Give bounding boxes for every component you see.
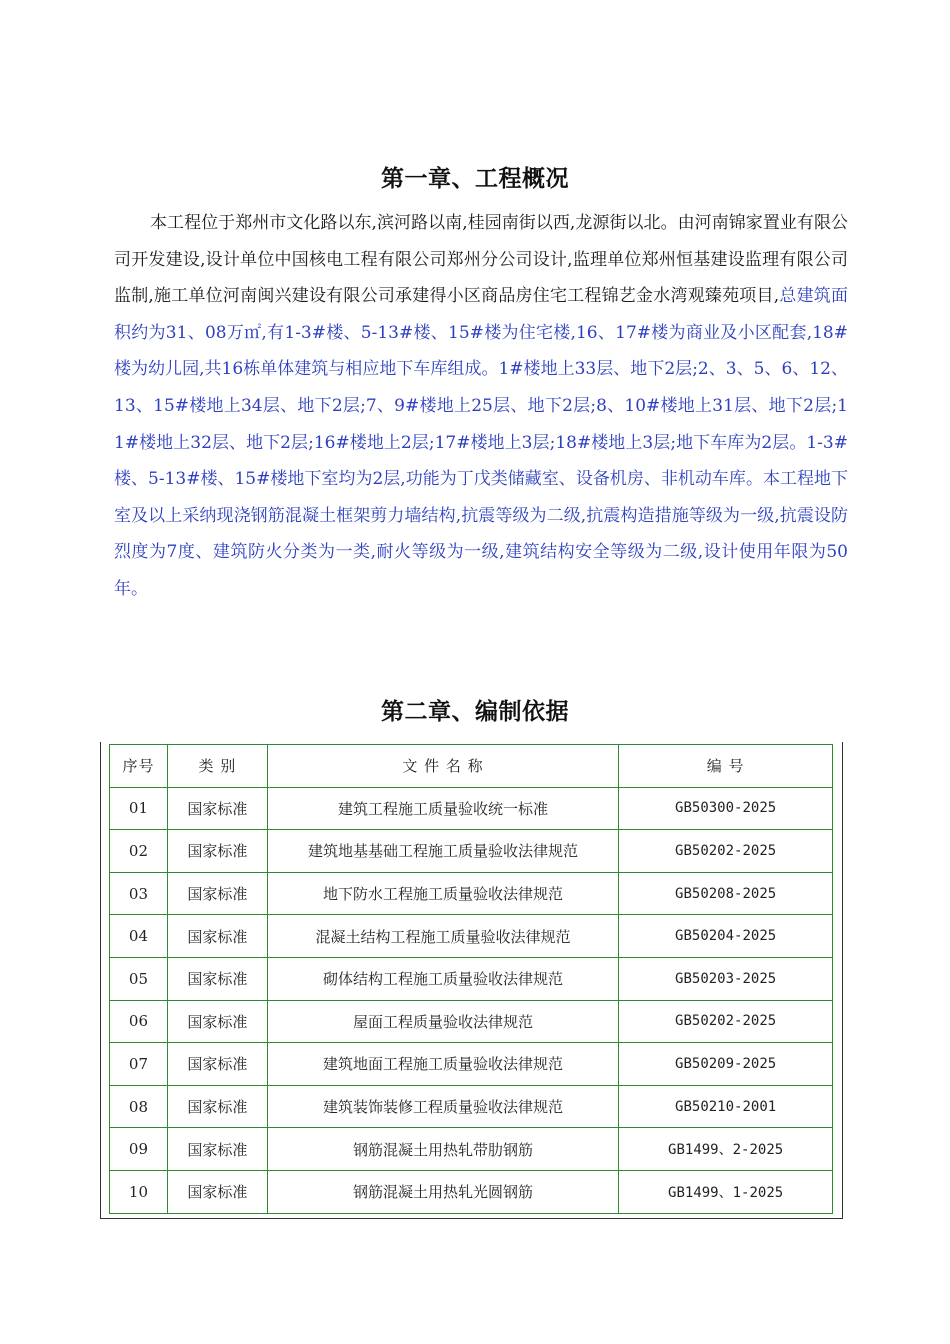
cell-document-name: 建筑地基基础工程施工质量验收法律规范 (267, 830, 618, 873)
cell-document-name: 地下防水工程施工质量验收法律规范 (267, 872, 618, 915)
overview-highlighted-text: 总建筑面积约为31、08万㎡,有1-3#楼、5-13#楼、15#楼为住宅楼,16、17#楼为商业及小区配套,18#楼为幼儿园,共16栋单体建筑与相应地下车库组成。1#楼地上33层、地下2层;2、3、5、6、12、13、15#楼地上34层、地下2层;7、9#楼地上25层、地下2层;8、10#楼地上31层、地下2层;11#楼地上32层、地下2层;16#楼地上2层;17#楼地上3层;18#楼地上3层;地下车库为2层。1-3#楼、5-13#楼、15#楼地下室均为2层,功能为丁戊类储藏室、设备机房、非机动车库。本工程地下室及以上采纳现浇钢筋混凝土框架剪力墙结构,抗震等级为二级,抗震构造措施等级为一级,抗震设防烈度为7度、建筑防火分类为一类,耐火等级为一级,建筑结构安全等级为二级,设计使用年限为50年。 (114, 286, 848, 599)
cell-code: GB50300-2025 (619, 787, 833, 830)
cell-seq: 08 (110, 1085, 168, 1128)
cell-document-name: 建筑装饰装修工程质量验收法律规范 (267, 1085, 618, 1128)
cell-category: 国家标准 (167, 872, 267, 915)
table-row (110, 1170, 833, 1213)
cell-seq: 02 (110, 830, 168, 873)
cell-code: GB50203-2025 (619, 957, 833, 1000)
cell-document-name: 钢筋混凝土用热轧带肋钢筋 (267, 1128, 618, 1171)
chapter-2-title: 第二章、编制依据 (381, 699, 569, 725)
chapter-1-title: 第一章、工程概况 (381, 166, 569, 192)
cell-category: 国家标准 (167, 915, 267, 958)
cell-document-name: 建筑工程施工质量验收统一标准 (267, 787, 618, 830)
cell-code: GB50209-2025 (619, 1043, 833, 1086)
cell-category: 国家标准 (167, 1000, 267, 1043)
header-document-name: 文 件 名 称 (267, 745, 618, 788)
cell-code: GB50208-2025 (619, 872, 833, 915)
cell-code: GB50202-2025 (619, 1000, 833, 1043)
cell-category: 国家标准 (167, 957, 267, 1000)
cell-category: 国家标准 (167, 1128, 267, 1171)
header-category: 类 别 (167, 745, 267, 788)
cell-category: 国家标准 (167, 1085, 267, 1128)
cell-code: GB1499、2-2025 (619, 1128, 833, 1171)
standards-table (109, 744, 833, 1214)
cell-category: 国家标准 (167, 787, 267, 830)
header-seq: 序号 (110, 745, 168, 788)
cell-seq: 09 (110, 1128, 168, 1171)
table-row (110, 830, 833, 873)
cell-document-name: 建筑地面工程施工质量验收法律规范 (267, 1043, 618, 1086)
cell-seq: 07 (110, 1043, 168, 1086)
cell-code: GB50202-2025 (619, 830, 833, 873)
cell-code: GB50204-2025 (619, 915, 833, 958)
table-row (110, 1000, 833, 1043)
table-row (110, 915, 833, 958)
cell-document-name: 屋面工程质量验收法律规范 (267, 1000, 618, 1043)
cell-seq: 01 (110, 787, 168, 830)
table-row (110, 957, 833, 1000)
cell-seq: 06 (110, 1000, 168, 1043)
cell-seq: 03 (110, 872, 168, 915)
cell-category: 国家标准 (167, 1170, 267, 1213)
cell-seq: 05 (110, 957, 168, 1000)
cell-category: 国家标准 (167, 830, 267, 873)
project-overview-paragraph (114, 205, 848, 608)
cell-code: GB1499、1-2025 (619, 1170, 833, 1213)
cell-category: 国家标准 (167, 1043, 267, 1086)
overview-text: 本工程位于郑州市文化路以东,滨河路以南,桂园南街以西,龙源街以北。由河南锦家置业有限公司开发建设,设计单位中国核电工程有限公司郑州分公司设计,监理单位郑州恒基建设监理有限公司监制,施工单位河南闽兴建设有限公司承建得小区商品房住宅工程锦艺金水湾观臻苑项目, (114, 213, 848, 307)
table-row (110, 1043, 833, 1086)
table-row (110, 1128, 833, 1171)
cell-seq: 04 (110, 915, 168, 958)
cell-document-name: 砌体结构工程施工质量验收法律规范 (267, 957, 618, 1000)
table-header-row (110, 745, 833, 788)
cell-seq: 10 (110, 1170, 168, 1213)
cell-document-name: 混凝土结构工程施工质量验收法律规范 (267, 915, 618, 958)
header-code: 编 号 (619, 745, 833, 788)
table-row (110, 787, 833, 830)
table-row (110, 872, 833, 915)
cell-document-name: 钢筋混凝土用热轧光圆钢筋 (267, 1170, 618, 1213)
table-row (110, 1085, 833, 1128)
cell-code: GB50210-2001 (619, 1085, 833, 1128)
